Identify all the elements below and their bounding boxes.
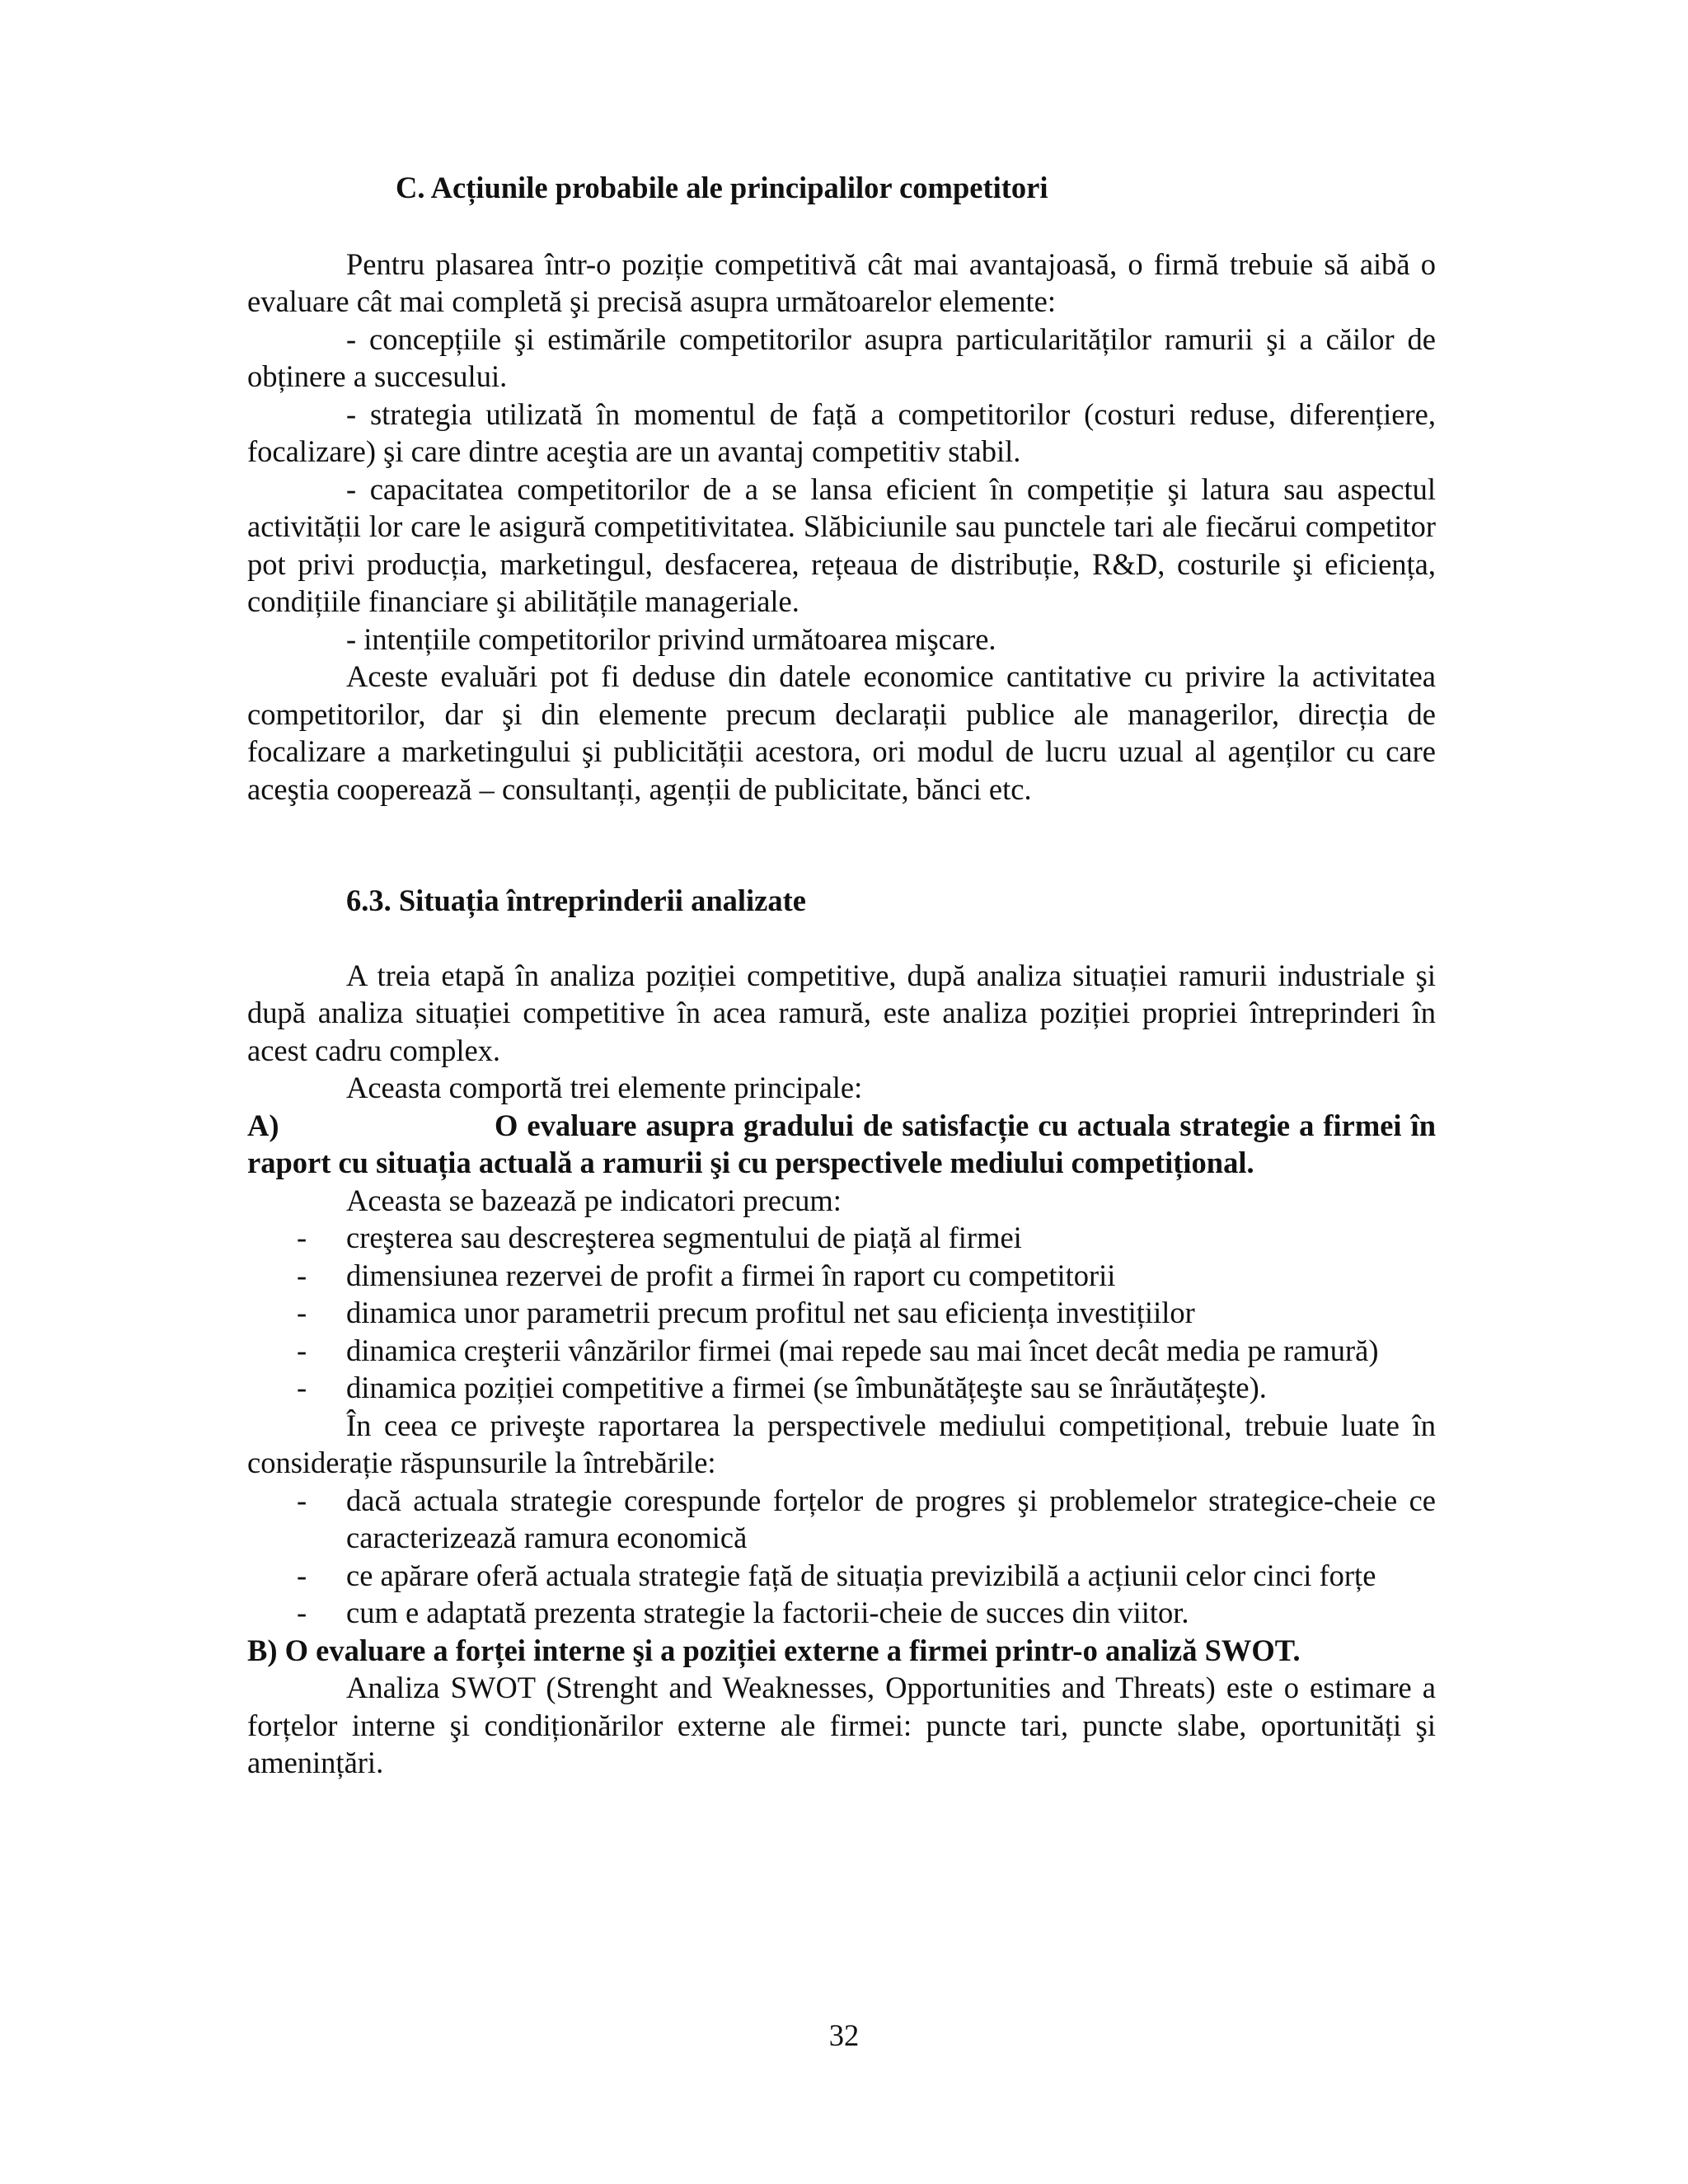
subsection-a-heading [247, 1107, 1436, 1182]
swot-paragraph: Analiza SWOT (Strenght and Weaknesses, Opportunities and Threats) este o estimare a forțelor interne şi condiționărilor externe ale firmei: puncte tari, puncte slabe, oportunități şi amenințări. [247, 1671, 1436, 1779]
list-item: - dinamica poziției competitive a firmei (se îmbunătățeşte sau se înrăutățeşte). [247, 1369, 1436, 1407]
page-content [247, 169, 1436, 1782]
section-c-item-4: - intențiile competitorilor privind următoarea mişcare. [346, 621, 996, 656]
section-c-item-2: - strategia utilizată în momentul de față a competitorilor (costuri reduse, diferențiere, focalizare) şi care dintre aceştia are un avantaj competitiv stabil. [247, 396, 1436, 468]
list-item: - ce apărare oferă actuala strategie față de situația previzibilă a acțiunii celor cinci forțe [247, 1557, 1436, 1595]
perspectives-intro: În ceea ce priveşte raportarea la perspectivele mediului competițional, trebuie luate în considerație răspunsurile la întrebările: [247, 1408, 1436, 1479]
section-c-conclusion: Aceste evaluări pot fi deduse din datele economice cantitative cu privire la activitatea competitorilor, dar şi din elemente precum declarații publice ale managerilor, direcția de focalizare a marketingului şi publicității acestora, ori modul de lucru uzual al agenților cu care aceştia cooperează – consultanți, agenții de publicitate, bănci etc. [247, 659, 1436, 806]
dash-marker: - [297, 1221, 307, 1254]
dash-marker: - [297, 1558, 307, 1592]
indicators-list [247, 1219, 1436, 1407]
dash-marker: - [297, 1333, 307, 1367]
dash-marker: - [297, 1371, 307, 1404]
indicators-intro: Aceasta se bazează pe indicatori precum: [346, 1183, 842, 1217]
questions-list [247, 1482, 1436, 1632]
list-item: - creşterea sau descreşterea segmentului de piață al firmei [247, 1219, 1436, 1257]
section-6-3-heading: 6.3. Situația întreprinderii analizate [346, 883, 806, 917]
section-c-item-3: - capacitatea competitorilor de a se lansa eficient în competiție şi latura sau aspectul activității lor care le asigură competitivitatea. Slăbiciunile sau punctele tari ale fiecărui competitor pot privi producția, marketingul, desfacerea, rețeaua de distribuție, R&D, costurile şi eficiența, condițiile financiare şi abilitățile manageriale. [247, 471, 1436, 618]
page-number: 32 [828, 2018, 860, 2052]
section-c-intro: Pentru plasarea într-o poziție competitivă cât mai avantajoasă, o firmă trebuie să aibă o evaluare cât mai completă şi precisă asupra următoarelor elemente: [247, 246, 1436, 318]
dash-marker: - [297, 1258, 307, 1292]
section-c-item-1: - concepțiile şi estimările competitorilor asupra particularităților ramurii şi a căilor de obținere a succesului. [247, 321, 1436, 393]
subsection-a-label: A) [247, 1108, 279, 1142]
section-c-heading: C. Acțiunile probabile ale principalilor competitori [396, 171, 1048, 204]
dash-marker: - [297, 1483, 307, 1517]
list-item: - dimensiunea rezervei de profit a firmei în raport cu competitorii [247, 1257, 1436, 1295]
section-6-3-intro: A treia etapă în analiza poziției competitive, după analiza situației ramurii industriale şi după analiza situației competitive în acea ramură, este analiza poziției propriei întreprinderi în acest cadru complex. [247, 958, 1436, 1067]
subsection-b-heading: B) O evaluare a forței interne şi a poziției externe a firmei printr-o analiză SWOT. [247, 1633, 1301, 1667]
elements-intro: Aceasta comportă trei elemente principale: [346, 1071, 863, 1104]
list-item: - dinamica unor parametrii precum profitul net sau eficiența investițiilor [247, 1294, 1436, 1332]
dash-marker: - [297, 1596, 307, 1629]
list-item: - dinamica creşterii vânzărilor firmei (mai repede sau mai încet decât media pe ramură) [247, 1332, 1436, 1370]
list-item: - dacă actuala strategie corespunde forțelor de progres şi problemelor strategice-cheie ce caracterizează ramura economică [297, 1483, 1436, 1554]
subsection-a-title: O evaluare asupra gradului de satisfacție cu actuala strategie a firmei în raport cu situația actuală a ramurii şi cu perspectivele mediului competițional. [247, 1108, 1436, 1179]
dash-marker: - [297, 1296, 307, 1329]
list-item: - cum e adaptată prezenta strategie la factorii-cheie de succes din viitor. [247, 1594, 1436, 1632]
